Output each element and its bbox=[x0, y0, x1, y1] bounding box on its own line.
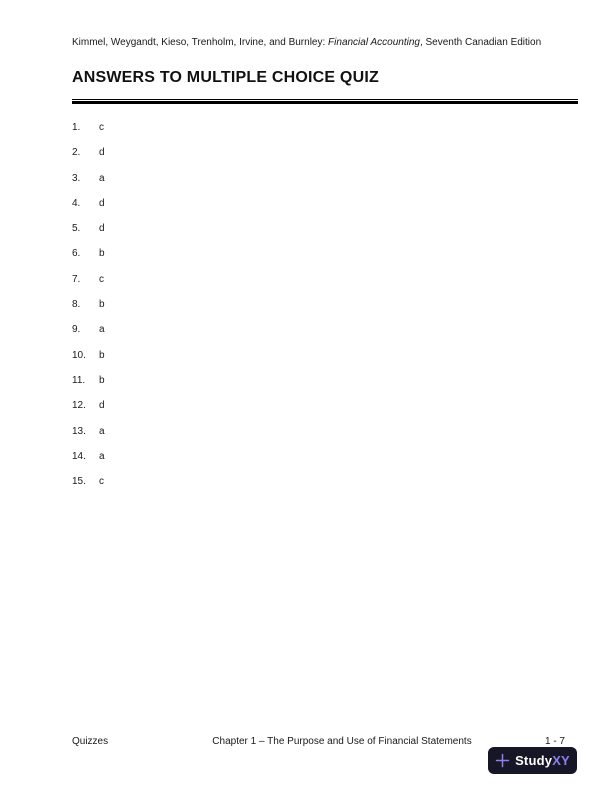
answer-number: 7. bbox=[72, 273, 81, 285]
answer-letter: a bbox=[99, 324, 105, 336]
answers-list bbox=[72, 121, 105, 500]
answer-row bbox=[72, 399, 105, 424]
answer-letter: c bbox=[99, 476, 104, 488]
answer-letter: d bbox=[99, 147, 105, 159]
answer-row bbox=[72, 222, 105, 247]
answer-row bbox=[72, 298, 105, 323]
header-citation-authors: Kimmel, Weygandt, Kieso, Trenholm, Irvine, and Burnley: bbox=[72, 37, 329, 48]
answer-row bbox=[72, 247, 105, 272]
answer-number: 6. bbox=[72, 248, 81, 260]
brand-wordmark bbox=[515, 753, 570, 768]
answer-number: 11. bbox=[72, 374, 86, 386]
footer-chapter-label: Chapter 1 – The Purpose and Use of Financial Statements bbox=[212, 736, 472, 747]
answer-number: 12. bbox=[72, 400, 86, 412]
answer-number: 15. bbox=[72, 476, 86, 488]
answer-row bbox=[72, 121, 105, 146]
answer-row bbox=[72, 172, 105, 197]
header-citation-edition: , Seventh Canadian Edition bbox=[419, 37, 542, 48]
answer-row bbox=[72, 273, 105, 298]
answer-row bbox=[72, 349, 105, 374]
answer-letter: b bbox=[99, 349, 105, 361]
page-title: ANSWERS TO MULTIPLE CHOICE QUIZ bbox=[72, 69, 379, 86]
answer-letter: b bbox=[99, 248, 105, 260]
answer-letter: a bbox=[99, 172, 105, 184]
answer-letter: c bbox=[99, 122, 104, 133]
answer-letter: a bbox=[99, 450, 105, 462]
answer-number: 10. bbox=[72, 349, 86, 361]
title-divider-rule bbox=[72, 99, 578, 104]
answer-number: 3. bbox=[72, 172, 81, 184]
answer-number: 9. bbox=[72, 324, 81, 336]
answer-row bbox=[72, 374, 105, 399]
answer-row bbox=[72, 323, 105, 348]
answer-number: 8. bbox=[72, 299, 81, 311]
running-header bbox=[72, 37, 578, 49]
answer-row bbox=[72, 197, 105, 222]
brand-study-text: Study bbox=[515, 753, 553, 768]
answer-number: 5. bbox=[72, 223, 81, 235]
plus-icon bbox=[495, 753, 510, 768]
answer-letter: d bbox=[99, 223, 105, 235]
answer-row bbox=[72, 425, 105, 450]
footer-section-label: Quizzes bbox=[72, 736, 109, 747]
answer-number: 13. bbox=[72, 425, 86, 437]
answer-number: 2. bbox=[72, 147, 81, 159]
studyxy-logo-badge bbox=[488, 747, 577, 774]
footer-page-number: 1 - 7 bbox=[544, 736, 565, 747]
answer-letter: d bbox=[99, 197, 105, 209]
answer-row bbox=[72, 146, 105, 171]
answer-number: 4. bbox=[72, 197, 81, 209]
answer-row bbox=[72, 450, 105, 475]
answer-letter: b bbox=[99, 299, 105, 311]
answer-letter: a bbox=[99, 425, 105, 437]
brand-xy-text: XY bbox=[552, 753, 570, 768]
answer-row bbox=[72, 475, 105, 500]
header-citation-book-title: Financial Accounting bbox=[328, 37, 420, 48]
answer-number: 14. bbox=[72, 450, 86, 462]
answer-letter: d bbox=[99, 400, 105, 412]
answer-letter: b bbox=[99, 374, 105, 386]
answer-number: 1. bbox=[72, 122, 81, 133]
answer-letter: c bbox=[99, 273, 104, 285]
